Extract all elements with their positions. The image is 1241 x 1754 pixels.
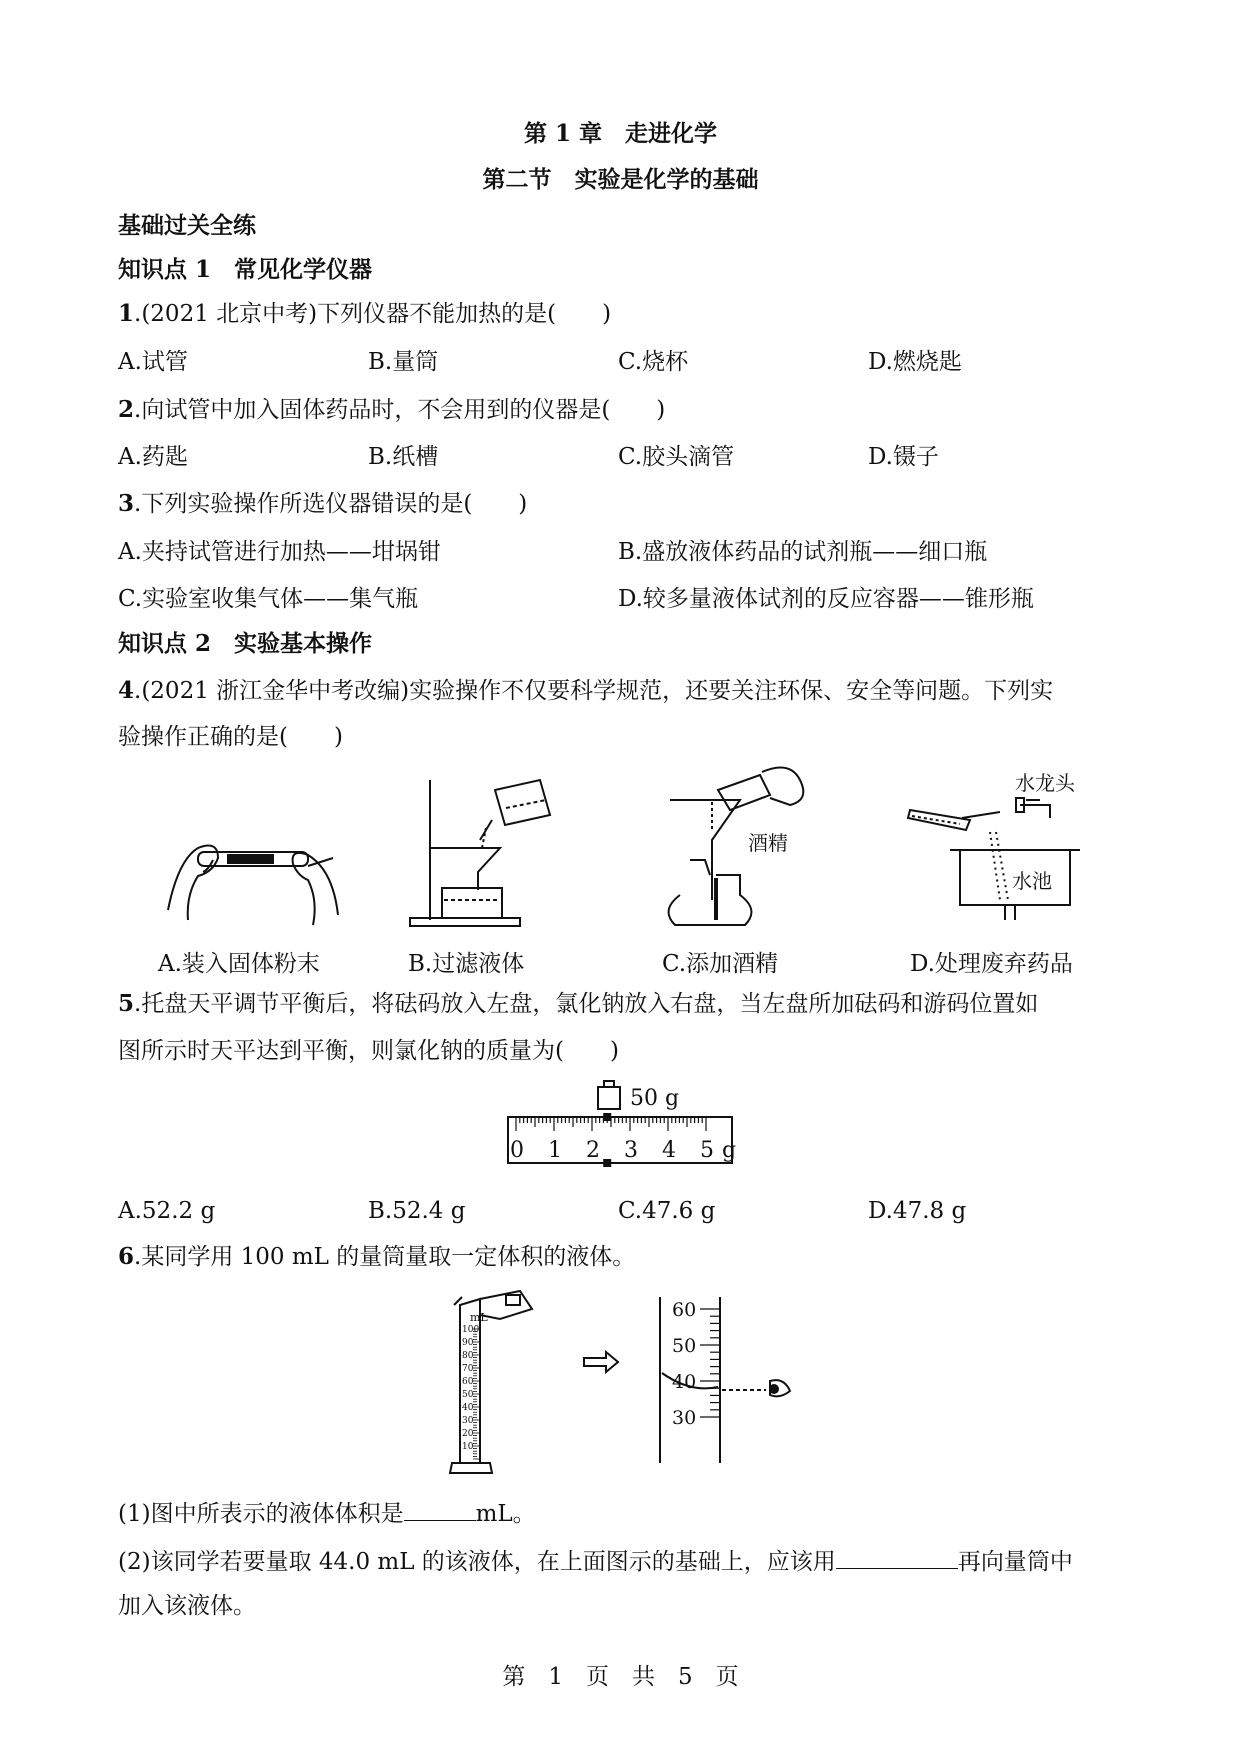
cylinder-unit: mL: [470, 1311, 488, 1324]
option-c: C.胶头滴管: [618, 444, 735, 470]
sub-question-2: [118, 1546, 1073, 1576]
question-5-line2: 图所示时天平达到平衡，则氯化钠的质量为( ): [118, 1038, 619, 1064]
sub-question-1: [118, 1498, 536, 1528]
answer-blank-1[interactable]: [404, 1498, 476, 1521]
scale-tick-label: 3: [624, 1138, 638, 1163]
option-c: C.47.6 g: [618, 1198, 716, 1224]
option-d: D.镊子: [868, 444, 939, 470]
question-stem: .(2021 北京中考)下列仪器不能加热的是( ): [134, 301, 612, 327]
question-2: [118, 396, 665, 424]
section-title: 第二节 实验是化学的基础: [482, 166, 759, 193]
option-d: D.较多量液体试剂的反应容器——锥形瓶: [618, 586, 1034, 612]
meniscus-zoom-figure: [650, 1295, 800, 1465]
question-number: 3: [118, 490, 135, 517]
question-stem: .某同学用 100 mL 的量筒量取一定体积的液体。: [134, 1244, 636, 1270]
sub2-suffix: 再向量筒中: [957, 1549, 1073, 1575]
sub2-prefix: (2)该同学若要量取 44.0 mL 的该液体，在上面图示的基础上，应该用: [118, 1549, 836, 1575]
question-5: [118, 990, 1038, 1018]
weight-label: 50 g: [630, 1086, 680, 1111]
scale-tick-label: 0: [510, 1138, 524, 1163]
figure-d-waste-disposal: [900, 770, 1100, 940]
cylinder-tick-label: 40: [462, 1403, 474, 1413]
option-b: B.纸槽: [368, 444, 439, 470]
question-3: [118, 490, 527, 518]
option-b: B.量筒: [368, 349, 439, 375]
question-stem: .托盘天平调节平衡后，将砝码放入左盘，氯化钠放入右盘，当左盘所加砝码和游码位置如: [134, 991, 1039, 1017]
cylinder-tick-label: 30: [462, 1416, 474, 1426]
figure-c-add-alcohol: [650, 760, 820, 935]
scale-ruler: [508, 1117, 732, 1163]
question-stem: .(2021 浙江金华中考改编)实验操作不仅要科学规范，还要关注环保、安全等问题。下列实: [134, 678, 1054, 704]
chapter-title: 第 1 章 走进化学: [523, 120, 718, 147]
figure-b-filtration: [400, 760, 570, 935]
answer-blank-2[interactable]: [836, 1546, 958, 1569]
question-stem: .下列实验操作所选仪器错误的是( ): [134, 491, 528, 517]
sub1-suffix: mL。: [475, 1501, 536, 1527]
knowledge-point-1: 知识点 1 常见化学仪器: [118, 256, 373, 283]
sub-question-2-line2: 加入该液体。: [118, 1593, 256, 1619]
cylinder-tick-label: 10: [462, 1442, 474, 1452]
question-stem: .向试管中加入固体药品时，不会用到的仪器是( ): [134, 397, 666, 423]
cylinder-tick-label: 20: [462, 1429, 474, 1439]
scale-unit: g: [722, 1138, 737, 1163]
option-d: D.47.8 g: [868, 1198, 967, 1224]
graduated-cylinder-figure: [440, 1285, 550, 1485]
question-number: 6: [118, 1243, 135, 1270]
rider-top-marker: [603, 1113, 611, 1121]
question-6: [118, 1243, 635, 1271]
option-d: D.燃烧匙: [868, 349, 962, 375]
option-a: A.试管: [118, 349, 188, 375]
scale-tick-label: 2: [586, 1138, 600, 1163]
cylinder-tick-label: 90: [462, 1338, 474, 1348]
caption-d: D.处理废弃药品: [910, 951, 1073, 977]
zoom-tick-label: 50: [672, 1335, 697, 1357]
balance-scale-figure: [500, 1075, 740, 1175]
scale-tick-label: 1: [548, 1138, 562, 1163]
question-4-line2: 验操作正确的是( ): [118, 724, 343, 750]
cylinder-tick-label: 80: [462, 1351, 474, 1361]
option-c: C.实验室收集气体——集气瓶: [118, 586, 419, 612]
question-number: 2: [118, 396, 135, 423]
scale-tick-label: 4: [662, 1138, 676, 1163]
question-number: 1: [118, 300, 135, 327]
sub1-prefix: (1)图中所表示的液体体积是: [118, 1501, 404, 1527]
page-footer: 第 1 页 共 5 页: [502, 1664, 739, 1690]
zoom-tick-label: 30: [672, 1407, 697, 1429]
scale-tick-label: 5: [700, 1138, 714, 1163]
option-c: C.烧杯: [618, 349, 689, 375]
weight-50g-icon: [598, 1081, 620, 1109]
question-1: [118, 300, 611, 328]
cylinder-tick-label: 60: [462, 1377, 474, 1387]
cylinder-tick-label: 70: [462, 1364, 474, 1374]
alcohol-label: 酒精: [748, 831, 788, 855]
rider-bottom-marker: [603, 1159, 611, 1167]
option-b: B.52.4 g: [368, 1198, 466, 1224]
question-number: 5: [118, 990, 135, 1017]
caption-a: A.装入固体粉末: [158, 951, 320, 977]
faucet-label: 水龙头: [1015, 771, 1075, 795]
caption-c: C.添加酒精: [662, 951, 779, 977]
part-title: 基础过关全练: [118, 212, 256, 239]
question-number: 4: [118, 677, 135, 704]
option-a: A.夹持试管进行加热——坩埚钳: [118, 539, 441, 565]
figure-a-solid-powder: [158, 800, 348, 935]
sink-label: 水池: [1012, 869, 1052, 893]
caption-b: B.过滤液体: [408, 951, 525, 977]
option-b: B.盛放液体药品的试剂瓶——细口瓶: [618, 539, 988, 565]
cylinder-tick-label: 100: [462, 1325, 480, 1335]
arrow-icon: [582, 1350, 622, 1374]
cylinder-tick-label: 50: [462, 1390, 474, 1400]
knowledge-point-2: 知识点 2 实验基本操作: [118, 630, 373, 657]
option-a: A.52.2 g: [118, 1198, 216, 1224]
option-a: A.药匙: [118, 444, 188, 470]
zoom-tick-label: 40: [672, 1371, 697, 1393]
question-4: [118, 677, 1053, 705]
zoom-tick-label: 60: [672, 1299, 697, 1321]
